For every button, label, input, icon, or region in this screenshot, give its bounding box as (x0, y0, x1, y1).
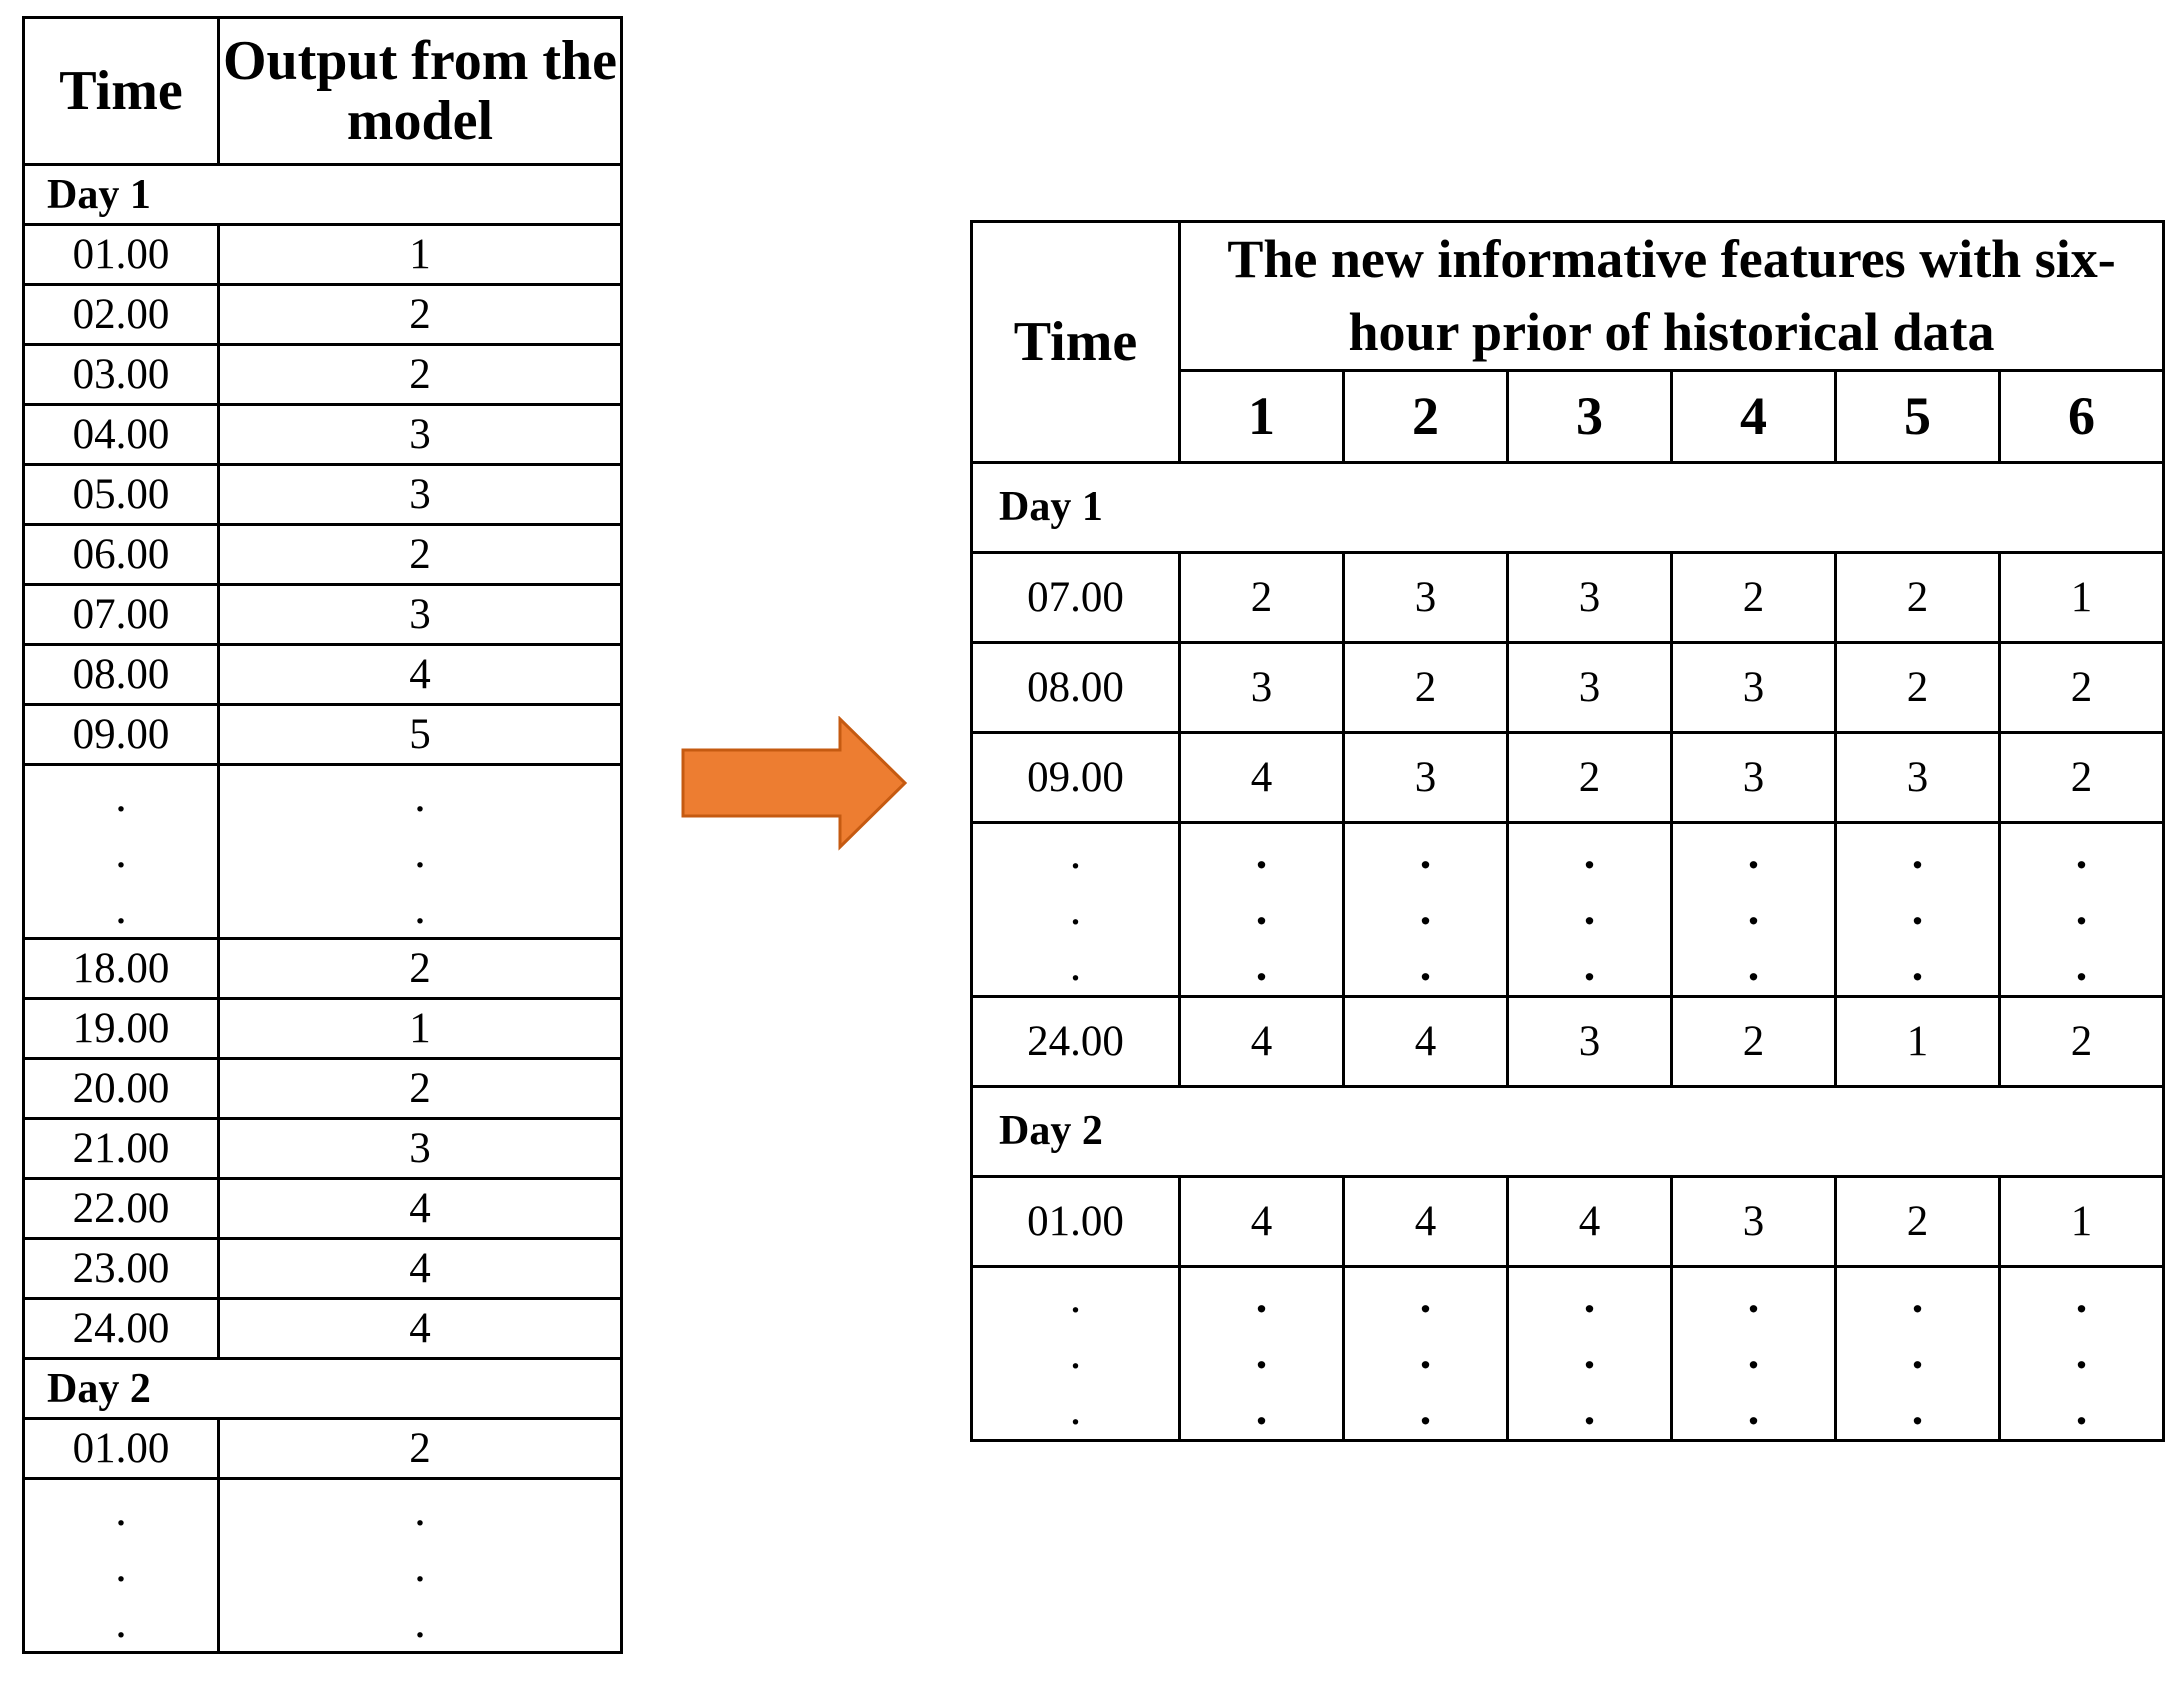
ellipsis-dot: . (1911, 1271, 1924, 1323)
feature-cell: 1 (2000, 1176, 2164, 1266)
right-arrow-icon (680, 716, 910, 851)
left-time-cell: 20.00 (24, 1059, 219, 1119)
table-row (972, 996, 2164, 1086)
left-time-cell: 23.00 (24, 1239, 219, 1299)
ellipsis-dot: . (1911, 939, 1924, 991)
feature-cell: 1 (1836, 996, 2000, 1086)
ellipsis-cell (219, 765, 622, 939)
left-value-cell: 1 (219, 999, 622, 1059)
feature-cell: 2 (1508, 732, 1672, 822)
ellipsis-dot: . (2075, 1383, 2088, 1435)
left-time-cell: 01.00 (24, 1419, 219, 1479)
feature-cell: 4 (1508, 1176, 1672, 1266)
column-number-3: 3 (1508, 370, 1672, 462)
table-row (24, 645, 622, 705)
right-day2-label: Day 2 (972, 1086, 2164, 1176)
ellipsis-dot: . (1419, 1383, 1432, 1435)
right-time-cell: 24.00 (972, 996, 1180, 1086)
ellipsis-dot: . (1069, 883, 1082, 935)
table-row (24, 225, 622, 285)
left-ellipsis-row (24, 765, 622, 939)
ellipsis-cell (219, 1479, 622, 1653)
left-day2-label: Day 2 (24, 1359, 622, 1419)
right-ellipsis-row (972, 1266, 2164, 1440)
ellipsis-dot: . (1255, 1271, 1268, 1323)
feature-cell: 2 (2000, 732, 2164, 822)
ellipsis-dot: . (115, 881, 127, 933)
ellipsis-dot: . (1419, 827, 1432, 879)
ellipsis-dot: . (1911, 883, 1924, 935)
feature-cell: 4 (1180, 732, 1344, 822)
column-number-6: 6 (2000, 370, 2164, 462)
left-time-cell: 19.00 (24, 999, 219, 1059)
ellipsis-dot: . (2075, 1271, 2088, 1323)
feature-cell: 3 (1344, 552, 1508, 642)
table-row (24, 939, 622, 999)
ellipsis-dot: . (1419, 1271, 1432, 1323)
table-row (972, 642, 2164, 732)
left-value-cell: 4 (219, 645, 622, 705)
ellipsis-cell (1508, 822, 1672, 996)
left-time-cell: 08.00 (24, 645, 219, 705)
ellipsis-dot: . (414, 769, 426, 821)
ellipsis-dot: . (1911, 1383, 1924, 1435)
table-row (24, 1119, 622, 1179)
ellipsis-cell (1672, 822, 1836, 996)
left-value-cell: 3 (219, 1119, 622, 1179)
ellipsis-dot: . (2075, 827, 2088, 879)
feature-cell: 3 (1508, 552, 1672, 642)
left-time-cell: 03.00 (24, 345, 219, 405)
ellipsis-dot: . (115, 1595, 127, 1647)
ellipsis-dot: . (1255, 827, 1268, 879)
ellipsis-cell (2000, 822, 2164, 996)
ellipsis-cell (24, 765, 219, 939)
left-value-cell: 3 (219, 405, 622, 465)
left-time-cell: 09.00 (24, 705, 219, 765)
ellipsis-dot: . (115, 825, 127, 877)
left-day1-label: Day 1 (24, 165, 622, 225)
table-row (24, 705, 622, 765)
ellipsis-dot: . (2075, 1327, 2088, 1379)
ellipsis-dot: . (414, 825, 426, 877)
right-day1-row (972, 462, 2164, 552)
ellipsis-dot: . (115, 1483, 127, 1535)
ellipsis-dot: . (1747, 1383, 1760, 1435)
left-value-cell: 3 (219, 465, 622, 525)
feature-cell: 3 (1672, 1176, 1836, 1266)
feature-cell: 2 (1672, 996, 1836, 1086)
left-ellipsis-row (24, 1479, 622, 1653)
table-row (972, 552, 2164, 642)
right-header-features: The new informative features with six-hour prior of historical data (1180, 222, 2164, 371)
feature-cell: 4 (1180, 1176, 1344, 1266)
left-value-cell: 2 (219, 939, 622, 999)
table-row (24, 1299, 622, 1359)
column-number-4: 4 (1672, 370, 1836, 462)
ellipsis-dot: . (1583, 1327, 1596, 1379)
left-time-cell: 01.00 (24, 225, 219, 285)
left-time-cell: 05.00 (24, 465, 219, 525)
ellipsis-dot: . (1069, 1271, 1082, 1323)
feature-cell: 3 (1672, 642, 1836, 732)
left-time-cell: 04.00 (24, 405, 219, 465)
feature-cell: 3 (1180, 642, 1344, 732)
column-number-1: 1 (1180, 370, 1344, 462)
ellipsis-dot: . (1069, 1327, 1082, 1379)
table-row (24, 1179, 622, 1239)
left-day2-row (24, 1359, 622, 1419)
feature-cell: 3 (1508, 996, 1672, 1086)
feature-cell: 3 (1836, 732, 2000, 822)
ellipsis-dot: . (1583, 1271, 1596, 1323)
left-time-cell: 21.00 (24, 1119, 219, 1179)
left-time-cell: 18.00 (24, 939, 219, 999)
left-header-row (24, 18, 622, 165)
ellipsis-dot: . (2075, 883, 2088, 935)
ellipsis-dot: . (115, 769, 127, 821)
left-value-cell: 2 (219, 525, 622, 585)
table-row (972, 732, 2164, 822)
ellipsis-cell (1672, 1266, 1836, 1440)
ellipsis-dot: . (1747, 939, 1760, 991)
left-header-output: Output from the model (219, 18, 622, 165)
ellipsis-cell (1180, 1266, 1344, 1440)
ellipsis-cell (1508, 1266, 1672, 1440)
feature-cell: 2 (1836, 1176, 2000, 1266)
left-time-cell: 06.00 (24, 525, 219, 585)
ellipsis-dot: . (1255, 1327, 1268, 1379)
ellipsis-dot: . (414, 1539, 426, 1591)
feature-cell: 4 (1344, 1176, 1508, 1266)
ellipsis-cell (1344, 822, 1508, 996)
ellipsis-dot: . (1747, 1327, 1760, 1379)
right-time-cell: 09.00 (972, 732, 1180, 822)
table-row (24, 1239, 622, 1299)
column-number-5: 5 (1836, 370, 2000, 462)
left-value-cell: 2 (219, 1059, 622, 1119)
left-time-cell: 02.00 (24, 285, 219, 345)
ellipsis-dot: . (1255, 883, 1268, 935)
feature-cell: 4 (1344, 996, 1508, 1086)
left-day1-row (24, 165, 622, 225)
ellipsis-dot: . (1911, 827, 1924, 879)
left-value-cell: 4 (219, 1239, 622, 1299)
feature-cell: 2 (1344, 642, 1508, 732)
ellipsis-dot: . (1069, 827, 1082, 879)
ellipsis-dot: . (1747, 883, 1760, 935)
feature-cell: 2 (1180, 552, 1344, 642)
ellipsis-dot: . (1255, 939, 1268, 991)
left-value-cell: 2 (219, 1419, 622, 1479)
ellipsis-dot: . (1583, 1383, 1596, 1435)
ellipsis-cell (1180, 822, 1344, 996)
ellipsis-cell (24, 1479, 219, 1653)
table-row (24, 1419, 622, 1479)
left-value-cell: 1 (219, 225, 622, 285)
ellipsis-cell (972, 822, 1180, 996)
left-value-cell: 2 (219, 345, 622, 405)
table-row (24, 999, 622, 1059)
left-header-time: Time (24, 18, 219, 165)
ellipsis-dot: . (414, 1595, 426, 1647)
feature-cell: 3 (1672, 732, 1836, 822)
table-row (24, 525, 622, 585)
feature-cell: 4 (1180, 996, 1344, 1086)
table-row (24, 1059, 622, 1119)
ellipsis-dot: . (1255, 1383, 1268, 1435)
feature-cell: 2 (1836, 552, 2000, 642)
ellipsis-dot: . (414, 881, 426, 933)
ellipsis-cell (1344, 1266, 1508, 1440)
ellipsis-dot: . (1583, 939, 1596, 991)
table-row (24, 345, 622, 405)
feature-cell: 3 (1508, 642, 1672, 732)
table-row (24, 465, 622, 525)
left-time-cell: 22.00 (24, 1179, 219, 1239)
left-value-cell: 5 (219, 705, 622, 765)
ellipsis-dot: . (1747, 1271, 1760, 1323)
feature-cell: 2 (1672, 552, 1836, 642)
right-time-cell: 08.00 (972, 642, 1180, 732)
right-header-row (972, 222, 2164, 371)
feature-cell: 2 (1836, 642, 2000, 732)
right-day2-row (972, 1086, 2164, 1176)
ellipsis-dot: . (1069, 939, 1082, 991)
ellipsis-dot: . (1419, 1327, 1432, 1379)
feature-cell: 1 (2000, 552, 2164, 642)
ellipsis-dot: . (1069, 1383, 1082, 1435)
right-day1-label: Day 1 (972, 462, 2164, 552)
ellipsis-dot: . (414, 1483, 426, 1535)
left-time-cell: 24.00 (24, 1299, 219, 1359)
informative-features-table (970, 220, 2165, 1442)
table-row (24, 285, 622, 345)
left-time-cell: 07.00 (24, 585, 219, 645)
left-value-cell: 3 (219, 585, 622, 645)
ellipsis-dot: . (1419, 883, 1432, 935)
ellipsis-dot: . (2075, 939, 2088, 991)
left-value-cell: 4 (219, 1299, 622, 1359)
ellipsis-cell (1836, 1266, 2000, 1440)
right-ellipsis-row (972, 822, 2164, 996)
right-time-cell: 01.00 (972, 1176, 1180, 1266)
ellipsis-dot: . (115, 1539, 127, 1591)
ellipsis-dot: . (1911, 1327, 1924, 1379)
ellipsis-dot: . (1747, 827, 1760, 879)
column-number-2: 2 (1344, 370, 1508, 462)
feature-cell: 3 (1344, 732, 1508, 822)
ellipsis-cell (1836, 822, 2000, 996)
ellipsis-cell (2000, 1266, 2164, 1440)
table-row (24, 585, 622, 645)
ellipsis-cell (972, 1266, 1180, 1440)
table-row (972, 1176, 2164, 1266)
right-time-cell: 07.00 (972, 552, 1180, 642)
model-output-table (22, 16, 623, 1654)
ellipsis-dot: . (1583, 883, 1596, 935)
right-header-time: Time (972, 222, 1180, 463)
feature-cell: 2 (2000, 996, 2164, 1086)
ellipsis-dot: . (1583, 827, 1596, 879)
left-value-cell: 4 (219, 1179, 622, 1239)
table-row (24, 405, 622, 465)
left-value-cell: 2 (219, 285, 622, 345)
ellipsis-dot: . (1419, 939, 1432, 991)
feature-cell: 2 (2000, 642, 2164, 732)
arrow-shape (683, 719, 905, 847)
